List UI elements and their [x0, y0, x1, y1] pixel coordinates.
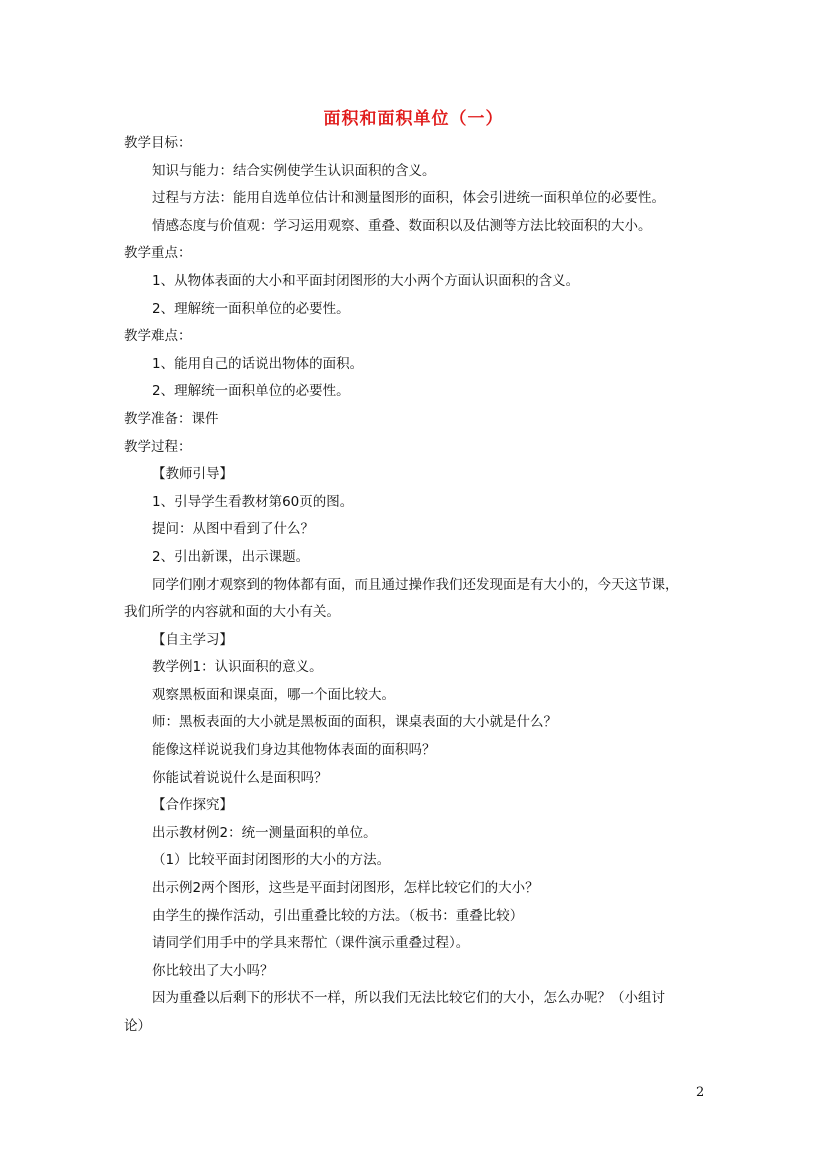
text-line: 观察黑板面和课桌面，哪一个面比较大。 — [152, 686, 395, 703]
text-line: 教学难点： — [124, 328, 192, 345]
text-line: 你能试着说说什么是面积吗？ — [152, 769, 328, 786]
text-line: 2、引出新课，出示课题。 — [152, 548, 310, 565]
text-line: 我们所学的内容就和面的大小有关。 — [124, 604, 340, 621]
text-line: 知识与能力：结合实例使学生认识面积的含义。 — [152, 162, 436, 179]
text-line: 教学过程： — [124, 438, 192, 455]
text-line: 能像这样说说我们身边其他物体表面的面积吗？ — [152, 742, 436, 759]
text-line: 提问：从图中看到了什么？ — [152, 521, 314, 538]
text-line: 2、理解统一面积单位的必要性。 — [152, 383, 350, 400]
text-line: 【教师引导】 — [152, 466, 233, 483]
text-line: 你比较出了大小吗？ — [152, 962, 274, 979]
text-line: 由学生的操作活动，引出重叠比较的方法。（板书：重叠比较） — [152, 907, 524, 924]
text-line: 出示例2两个图形，这些是平面封闭图形，怎样比较它们的大小？ — [152, 880, 539, 897]
text-line: 情感态度与价值观：学习运用观察、重叠、数面积以及估测等方法比较面积的大小。 — [152, 217, 652, 234]
text-line: 教学重点： — [124, 245, 192, 262]
text-line: 同学们刚才观察到的物体都有面，而且通过操作我们还发现面是有大小的，今天这节课， — [152, 576, 679, 593]
text-line: 【自主学习】 — [152, 631, 233, 648]
text-line: 1、从物体表面的大小和平面封闭图形的大小两个方面认识面积的含义。 — [152, 272, 580, 289]
document-body — [124, 130, 708, 1041]
text-line: 【合作探究】 — [152, 797, 233, 814]
text-line: 2、理解统一面积单位的必要性。 — [152, 300, 350, 317]
text-line: 出示教材例2：统一测量面积的单位。 — [152, 824, 377, 841]
text-line: 1、引导学生看教材第60页的图。 — [152, 493, 354, 510]
text-line: 请同学们用手中的学具来帮忙（课件演示重叠过程）。 — [152, 935, 470, 952]
text-line: （1）比较平面封闭图形的大小的方法。 — [152, 852, 391, 869]
document-title: 面积和面积单位（一） — [323, 109, 504, 129]
text-line: 论） — [124, 1018, 151, 1034]
text-line: 教学例1：认识面积的意义。 — [152, 659, 323, 676]
text-line: 教学准备：课件 — [124, 410, 219, 427]
page-number: 2 — [696, 1085, 705, 1100]
text-line: 过程与方法：能用自选单位估计和测量图形的面积，体会引进统一面积单位的必要性。 — [152, 190, 665, 207]
text-line: 师：黑板表面的大小就是黑板面的面积，课桌表面的大小就是什么？ — [152, 714, 557, 731]
text-line: 因为重叠以后剩下的形状不一样，所以我们无法比较它们的大小，怎么办呢？（小组讨 — [152, 990, 665, 1007]
text-line: 教学目标： — [124, 135, 192, 151]
text-line: 1、能用自己的话说出物体的面积。 — [152, 355, 364, 372]
